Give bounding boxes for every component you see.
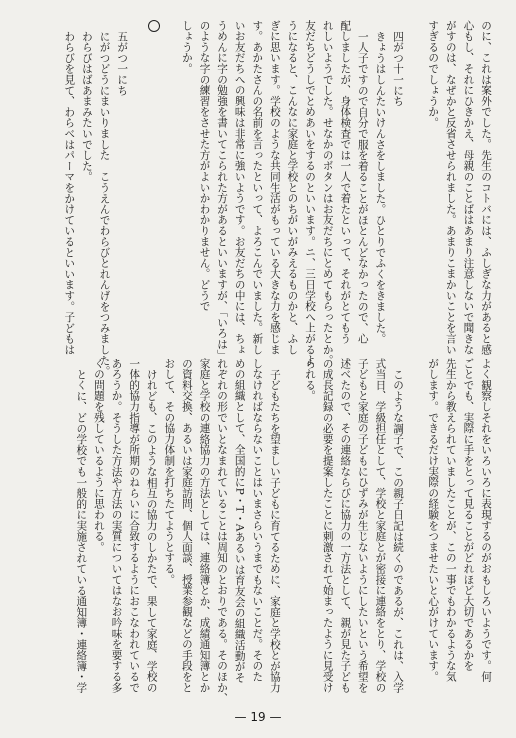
text-line: 先生から教えられていましたことが、この一事でもわかるような気 [444, 358, 457, 682]
text-line: 式当日、学級担任として、学校と家庭とが密接に連絡をとり、学校の [374, 358, 387, 693]
text-line [283, 358, 301, 688]
text-line: いお友だちへの興味は非常に強いようです。お友だちの中には、ちょ [233, 20, 246, 355]
text-line: ぎに思います。学校のような共同生活がもっている大きな力を感じま [268, 20, 281, 355]
text-line: きょうはしんたいけんさをしました。ひとりでふくをきました。 [374, 30, 387, 344]
text-line: 子どもたちを望ましい子どもに育てるために、家庭と学校とが協力 [268, 368, 281, 693]
text-line [406, 20, 424, 338]
text-line: れしいようでした。せなかのボタンはお友だちにとめてもらったとか。 [321, 20, 334, 366]
text-line: がすのは、なぜかと反省させられました。あまりこまかいことを言い [444, 20, 457, 355]
text-line [406, 358, 424, 688]
text-line: 四がつ十一にち [392, 30, 405, 107]
text-line: わらびはばあまみたいでした。 [80, 30, 93, 182]
text-line: けれども、このような相互の協力のしかたで、果して家庭、学校の [145, 368, 158, 693]
text-line: れぞれの形でいとなまれていることは周知のとおりである。そのほか、 [216, 358, 229, 704]
upper-text-block [14, 20, 494, 377]
page-number: — 19 — [234, 710, 282, 724]
text-line: す。あかたさんの名前を言ったといって、よろこんでいました。新し [251, 20, 264, 355]
circle-mark-icon [148, 20, 160, 32]
text-line: すぎるのでしょうか。 [427, 20, 440, 128]
text-line: うになると、こんなに家庭と学校とのちがいがみえるものかと、ふし [286, 20, 299, 355]
text-line: おして、その協力体制を打ちたてようとする。 [163, 358, 176, 585]
text-line: とくに、どの学校でも一般的に実施されている通知簿・連絡簿・学 [75, 368, 88, 693]
text-line: にがつどうにまいりました こうえんでわらびとれんげをつみました。 [98, 30, 111, 377]
text-line: めの組織として、全国的にP・T・Aあるいは育友会の組織活動がそ [233, 358, 246, 683]
text-line [160, 20, 178, 338]
text-line: 述べたので、その連絡ならびに協力の一方法として、親が見た子ども [339, 358, 352, 693]
text-line: よく観察しそれをいろいろに表現するのがおもしろいようです。何 [480, 358, 492, 682]
text-line: わらびを見て、わらべはパーマをかけているといいます。子どもは [63, 30, 76, 355]
text-line: がします。できるだけ実際の経験をつませたいと心がけています。 [427, 358, 440, 682]
text-line: のに、これは案外でした。先生のコトバには、ふしぎな力があると感 [480, 20, 492, 355]
text-line: 友だちどうしでとめあいをするのといいます。ニ、三日学校へ上がるよ [304, 20, 317, 366]
text-line: の成長記録の必要を提案したことに刺激されて始まったように見受け [321, 358, 334, 693]
text-line [130, 20, 148, 338]
text-line: しょうか。 [180, 20, 193, 74]
text-line: あろうか。そうした方法や方法の実質についてはなお吟味を要する多 [110, 358, 123, 693]
text-line: しなければならないことはいまさらいうまでもないことだ。そのた [251, 358, 264, 682]
text-line: 子どもと家庭の子どもにひずみが生じないようにしたいという希望を [356, 358, 369, 693]
text-line: 一体的協力指導が所期のねらいに合致するようにおこなわれているで [128, 358, 141, 693]
text-line: 心もし、それにひきかえ、母親のことばはあまり注意しないで聞きな [462, 20, 475, 355]
text-line: 一人子ですので自分で服を着ることがほとんどなかったので、心 [356, 30, 369, 344]
text-line: 五がつ一にち [116, 30, 129, 96]
text-line: くの問題を残しているように思われる。 [92, 358, 105, 553]
text-line: このような調子で、この親子日記は続くのであるが、これは、入学 [392, 368, 405, 693]
lower-text-block [14, 358, 494, 704]
text-line: られる。 [304, 358, 317, 402]
text-line: ごとでも、実際に手をとって見ることがどれほど大切であるかを [462, 358, 475, 672]
text-line: 配しましたが、身体検査では一人で着たといって、それがとてもう [339, 20, 352, 344]
text-line: のような字の練習をさせた方がよいかわかりません。どうで [198, 20, 211, 312]
text-line: うめんに字の勉強を書いてこられた方があるといいますが、「いろは」 [216, 20, 229, 361]
text-line: 家庭と学校の連絡協力の方法としては、連絡簿とか、成績通知簿とか [198, 358, 211, 693]
text-line: の資料交換、あるいは家庭訪問、個人面談、授業参観などの手段をと [180, 358, 193, 693]
